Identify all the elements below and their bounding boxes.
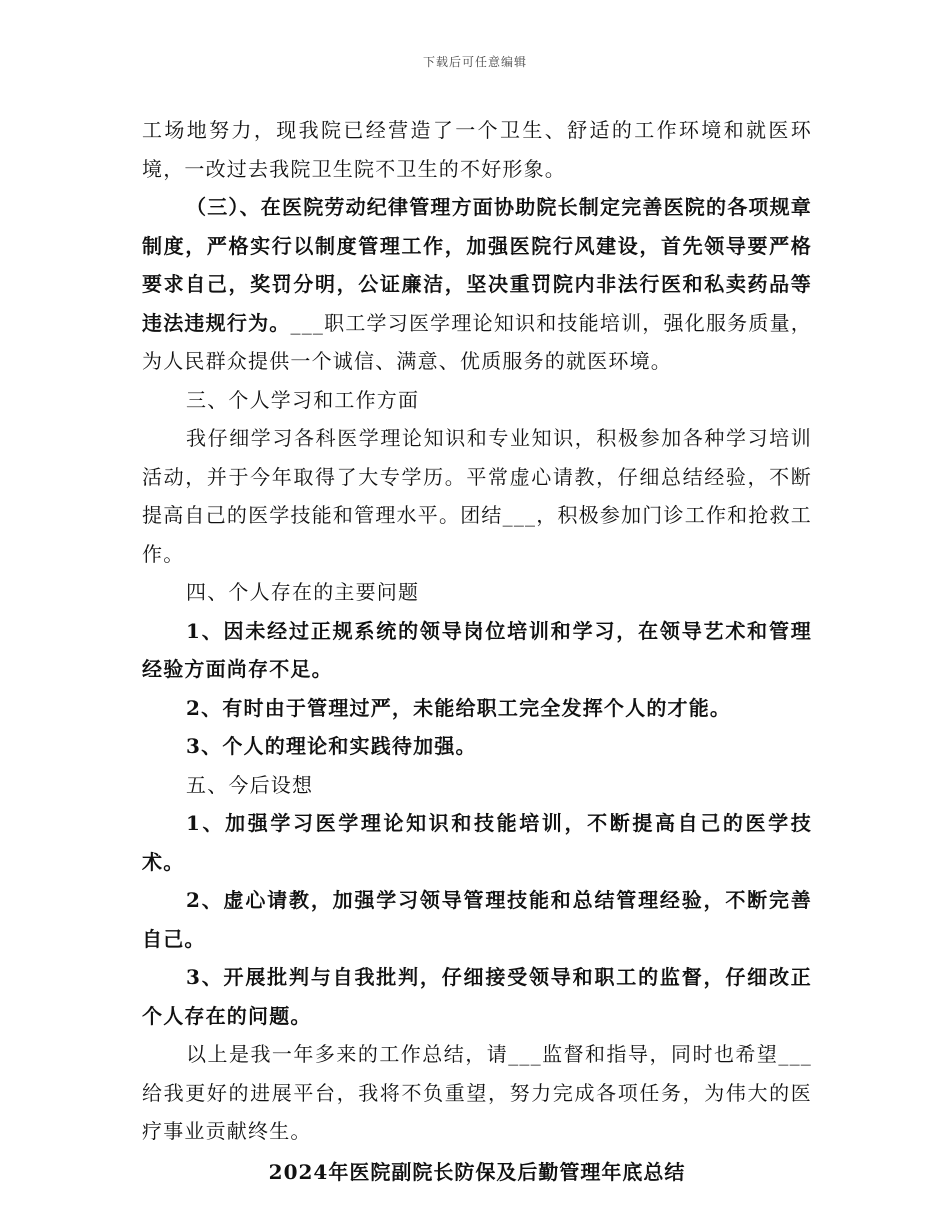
section-heading-study-work: 三、个人学习和工作方面: [186, 387, 420, 412]
problem-item-3: 3、个人的理论和实践待加强。: [186, 734, 477, 758]
paragraph-study-work: 我仔细学习各科医学理论知识和专业知识，积极参加各种学习培训活动，并于今年取得了大专学历。平常虚心请教，仔细总结经验，不断提高自己的医学技能和管理水平。团结___，积极参加门诊工作和抢救工作。: [142, 426, 812, 566]
section-heading-plans: 五、今后设想: [186, 772, 314, 797]
page-header: 下载后可任意编辑: [422, 55, 527, 69]
problem-item-1: 1、因未经过正规系统的领导岗位培训和学习，在领导艺术和管理经验方面尚存不足。: [142, 618, 812, 681]
plan-item-3: 3、开展批判与自我批判，仔细接受领导和职工的监督，仔细改正个人存在的问题。: [142, 965, 812, 1028]
problem-item-2: 2、有时由于管理过严，未能给职工完全发挥个人的才能。: [186, 695, 732, 720]
paragraph-continuation: 工场地努力，现我院已经营造了一个卫生、舒适的工作环境和就医环境，一改过去我院卫生院不卫生的不好形象。: [142, 118, 812, 181]
plan-item-1: 1、加强学习医学理论知识和技能培训，不断提高自己的医学技术。: [142, 811, 812, 874]
document-body: [142, 111, 812, 1191]
paragraph-labor-discipline-bold: （三）、在医院劳动纪律管理方面协助院长制定完善医院的各项规章制度，严格实行以制度管理工作，加强医院行风建设，首先领导要严格要求自己，奖罚分明，公证廉洁，坚决重罚院内非法行医和私卖药品等违法违规行为。: [142, 195, 812, 335]
next-document-title: 2024年医院副院长防保及后勤管理年底总结: [268, 1159, 686, 1184]
section-heading-problems: 四、个人存在的主要问题: [186, 580, 420, 604]
paragraph-labor-discipline-regular: ___职工学习医学理论知识和技能培训，强化服务质量，为人民群众提供一个诚信、满意、优质服务的就医环境。: [142, 310, 812, 373]
plan-item-2: 2、虚心请教，加强学习领导管理技能和总结管理经验，不断完善自己。: [142, 888, 812, 951]
paragraph-closing: 以上是我一年多来的工作总结，请___监督和指导，同时也希望___给我更好的进展平台，我将不负重望，努力完成各项任务，为伟大的医疗事业贡献终生。: [142, 1042, 812, 1143]
paragraph-labor-discipline: [142, 188, 812, 381]
